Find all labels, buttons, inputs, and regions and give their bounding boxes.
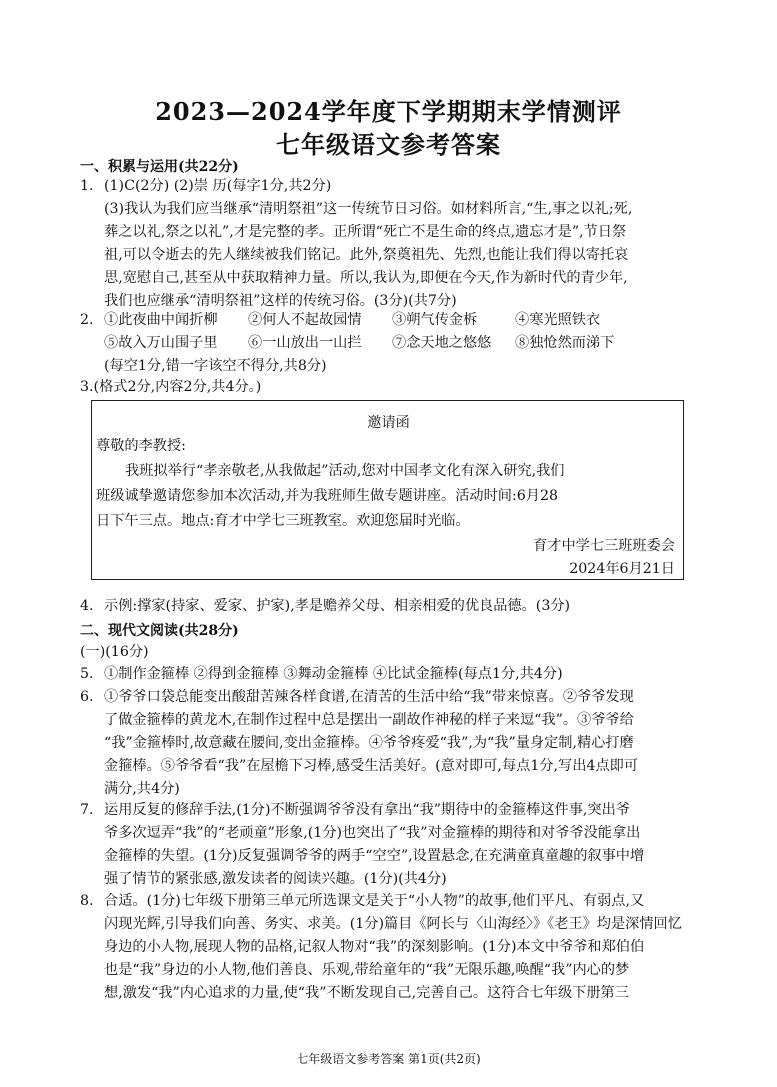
letter-body-line: 日下午三点。地点:育才中学七三班教室。欢迎您届时光临。 [96,513,470,529]
q7-line: 金箍棒的失望。(1分)反复强调爷爷的两手“空空”,设置悬念,在充满童真童趣的叙事中增 [104,848,645,864]
page-title: 2023—2024学年度下学期期末学情测评 [155,97,622,126]
letter-salutation: 尊敬的李教授: [96,438,186,454]
letter-signature: 育才中学七三班班委会 [533,538,675,554]
q2-blank-5: ⑤故入万山围子里 [104,335,218,351]
q8-number: 8. [80,893,94,909]
section2-heading: 二、现代文阅读(共28分) [80,623,239,639]
letter-date: 2024年6月21日 [569,561,675,577]
q8-line: 也是“我”身边的小人物,他们善良、乐观,带给童年的“我”无限乐趣,唤醒“我”内心的梦 [104,962,630,978]
page-subtitle: 七年级语文参考答案 [276,130,501,159]
q7-number: 7. [80,802,94,818]
q1-para-line: 祖,可以令逝去的先人继续被我们铭记。此外,祭奠祖先、先烈,也能让我们得以寄托哀 [104,247,629,263]
q7-line: 爷多次逗弄“我”的“老顽童”形象,(1分)也突出了“我”对金箍棒的期待和对爷爷没能拿出 [104,825,641,841]
q4-answer: 示例:撑家(持家、爱家、护家),孝是赡养父母、相亲相爱的优良品德。(3分) [104,598,571,614]
q6-line: 金箍棒。⑤爷爷看“我”在屋檐下习棒,感受生活美好。(意对即可,每点1分,写出4点即可 [104,758,639,774]
q2-blank-2: ②何人不起故园情 [248,312,362,328]
q6-line: 满分,共4分) [104,781,180,797]
q2-blank-6: ⑥一山放出一山拦 [248,335,362,351]
q1-para-line: 葬之以礼,祭之以礼”,才是完整的孝。正所谓“死亡不是生命的终点,遗忘才是”,节日祭 [104,224,627,240]
q2-blank-3: ③朔气传金柝 [392,312,478,328]
q2-blank-8: ⑧独怆然而涕下 [515,335,615,351]
letter-body-line: 我班拟举行“孝亲敬老,从我做起”活动,您对中国孝文化有深入研究,我们 [125,463,565,479]
q6-line: “我”金箍棒时,故意藏在腰间,变出金箍棒。④爷爷疼爱“我”,为“我”量身定制,精心打磨 [104,735,634,751]
q7-line: 强了情节的紧张感,激发读者的阅读兴趣。(1分)(共4分) [104,871,447,887]
page-footer: 七年级语文参考答案 第1页(共2页) [296,1052,481,1066]
q1-line1: (1)C(2分) (2)崇 历(每字1分,共2分) [104,178,332,194]
q2-blank-4: ④寒光照铁衣 [515,312,601,328]
q6-line: 了做金箍棒的黄龙木,在制作过程中总是摆出一副故作神秘的样子来逗“我”。③爷爷给 [104,712,634,728]
q1-para-line: (3)我认为我们应当继承“清明祭祖”这一传统节日习俗。如材料所言,“生,事之以礼;死, [104,201,633,217]
sub-part-1: (一)(16分) [80,644,149,660]
q2-blank-7: ⑦念天地之悠悠 [392,335,492,351]
q8-line: 想,激发“我”内心追求的力量,使“我”不断发现自己,完善自己。这符合七年级下册第三 [104,985,629,1001]
q1-number: 1. [80,178,94,194]
q5-number: 5. [80,666,94,682]
q1-para-line: 思,宽慰自己,甚至从中获取精神力量。所以,我认为,即便在今天,作为新时代的青少年, [104,270,628,286]
q6-number: 6. [80,689,94,705]
q8-line: 闪现光辉,引导我们向善、务实、求美。(1分)篇目《阿长与〈山海经〉》《老王》均是深情回忆 [104,916,682,932]
q2-blank-1: ①此夜曲中闻折柳 [104,312,218,328]
q3-label: 3.(格式2分,内容2分,共4分。) [80,379,262,395]
q2-number: 2. [80,312,94,328]
letter-body-line: 班级诚挚邀请您参加本次活动,并为我班师生做专题讲座。活动时间:6月28 [96,488,558,504]
q4-number: 4. [80,598,94,614]
section1-heading: 一、积累与运用(共22分) [80,159,239,175]
q1-para-line: 我们也应继承“清明祭祖”这样的传统习俗。(3分)(共7分) [104,293,457,309]
letter-title: 邀请函 [367,415,410,431]
q2-note: (每空1分,错一字该空不得分,共8分) [104,358,327,374]
q7-line: 运用反复的修辞手法,(1分)不断强调爷爷没有拿出“我”期待中的金箍棒这件事,突出爷 [104,802,630,818]
q5-answer: ①制作金箍棒 ②得到金箍棒 ③舞动金箍棒 ④比试金箍棒(每点1分,共4分) [104,666,563,682]
q8-line: 合适。(1分)七年级下册第三单元所选课文是关于“小人物”的故事,他们平凡、有弱点,又 [104,893,645,909]
q6-line: ①爷爷口袋总能变出酸甜苦辣各样食谱,在清苦的生活中给“我”带来惊喜。②爷爷发现 [104,689,634,705]
invitation-letter-box [91,400,684,580]
q8-line: 身边的小人物,展现人物的品格,记叙人物对“我”的深刻影响。(1分)本文中爷爷和郑伯伯 [104,939,645,955]
